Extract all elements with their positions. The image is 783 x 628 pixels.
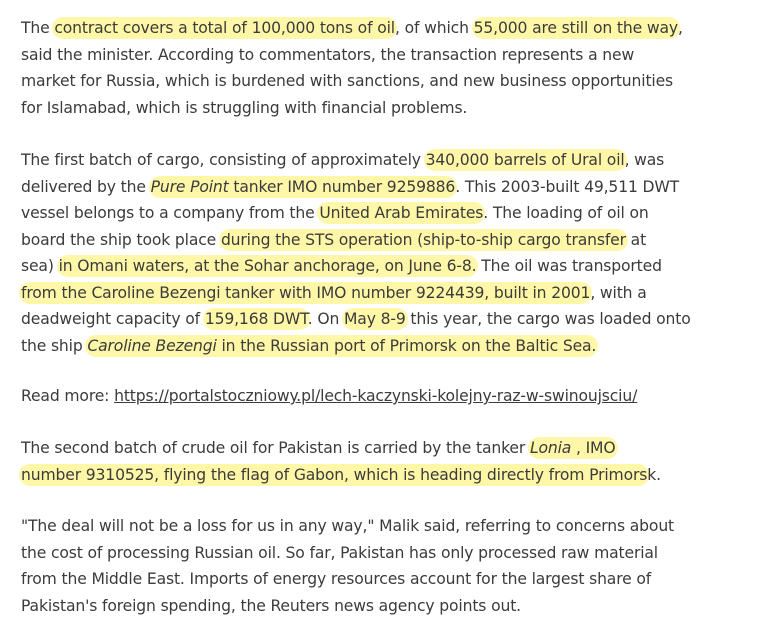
text-run: delivered by the bbox=[21, 177, 151, 196]
text-run: k. bbox=[647, 465, 661, 484]
highlight bbox=[87, 337, 596, 355]
text-run: vessel belongs to a company from the bbox=[21, 204, 320, 222]
text-line bbox=[21, 383, 781, 410]
highlight: from the Caroline Bezengi tanker with IMO number 9224439, built in 2001 bbox=[21, 283, 591, 302]
text-run: sea) bbox=[21, 257, 59, 275]
text-run: deadweight capacity of bbox=[21, 310, 205, 328]
highlight: 340,000 barrels of Ural oil bbox=[425, 151, 625, 169]
paragraph-first-batch bbox=[21, 147, 781, 359]
text-run: . On bbox=[307, 310, 344, 328]
text-line bbox=[21, 15, 781, 42]
text-line bbox=[21, 174, 781, 201]
text-line bbox=[21, 253, 781, 280]
highlight: during the STS operation (ship-to-ship cargo transfer bbox=[220, 230, 626, 249]
highlight: May 8-9 bbox=[344, 310, 406, 328]
text-line: for Islamabad, which is struggling with financial problems. bbox=[21, 98, 468, 117]
read-more bbox=[21, 383, 781, 410]
text-run: , of which bbox=[394, 19, 474, 37]
highlight: number 9310525, flying the flag of Gabon, which is heading directly from Primors bbox=[21, 465, 648, 484]
highlight: 159,168 DWT bbox=[204, 310, 308, 328]
text-line: the cost of processing Russian oil. So far, Pakistan has only processed raw material bbox=[21, 543, 658, 562]
highlight bbox=[530, 439, 616, 457]
read-more-label: Read more: bbox=[21, 387, 115, 405]
text-run: , bbox=[677, 19, 683, 37]
highlight: in Omani waters, at the Sohar anchorage, on June 6-8. bbox=[58, 257, 477, 275]
highlight bbox=[151, 178, 456, 196]
text-line bbox=[21, 200, 781, 227]
text-run: . This 2003-built 49,511 DWT bbox=[455, 177, 680, 196]
text-run: board the ship took place bbox=[21, 230, 221, 249]
text-run: The first batch of cargo, consisting of approximately bbox=[21, 151, 426, 169]
text-run: The oil was transported bbox=[476, 257, 662, 275]
paragraph-second-batch bbox=[21, 435, 781, 488]
text-run: . The loading of oil on bbox=[483, 204, 649, 222]
text-run: tanker IMO number 9259886 bbox=[228, 177, 456, 196]
text-run: , with a bbox=[590, 283, 647, 302]
text-line: market for Russia, which is burdened with sanctions, and new business opportunities bbox=[21, 72, 674, 90]
text-line: "The deal will not be a loss for us in any way," Malik said, referring to concerns about bbox=[21, 517, 675, 535]
paragraph-deal bbox=[21, 513, 781, 619]
text-run: the ship bbox=[21, 336, 88, 355]
text-run: , was bbox=[624, 151, 665, 169]
text-line bbox=[21, 462, 781, 489]
vessel-name: Lonia bbox=[529, 439, 572, 457]
highlight: 55,000 are still on the way bbox=[473, 19, 678, 37]
text-line bbox=[21, 435, 781, 462]
text-run: The bbox=[21, 19, 55, 37]
vessel-name: Pure Point bbox=[150, 177, 229, 196]
text-run: The second batch of crude oil for Pakistan is carried by the tanker bbox=[21, 439, 530, 457]
text-line bbox=[21, 306, 781, 333]
text-run: in the Russian port of Primorsk on the Baltic Sea. bbox=[216, 336, 597, 355]
text-run: , IMO bbox=[571, 439, 616, 457]
text-line bbox=[21, 227, 781, 254]
read-more-link[interactable]: https://portalstoczniowy.pl/lech-kaczynski-kolejny-raz-w-swinoujsciu/ bbox=[114, 387, 638, 405]
text-line: Pakistan's foreign spending, the Reuters news agency points out. bbox=[21, 596, 521, 615]
vessel-name: Caroline Bezengi bbox=[87, 336, 217, 355]
text-line: from the Middle East. Imports of energy resources account for the largest share of bbox=[21, 570, 652, 588]
text-line bbox=[21, 147, 781, 174]
paragraph-contract bbox=[21, 15, 781, 121]
text-line bbox=[21, 280, 781, 307]
text-line bbox=[21, 333, 781, 360]
highlight: United Arab Emirates bbox=[319, 204, 484, 222]
text-run: at bbox=[625, 230, 647, 249]
highlight: contract covers a total of 100,000 tons of oil bbox=[54, 19, 395, 37]
text-run: this year, the cargo was loaded onto bbox=[405, 310, 691, 328]
text-line: said the minister. According to commentators, the transaction represents a new bbox=[21, 45, 635, 64]
